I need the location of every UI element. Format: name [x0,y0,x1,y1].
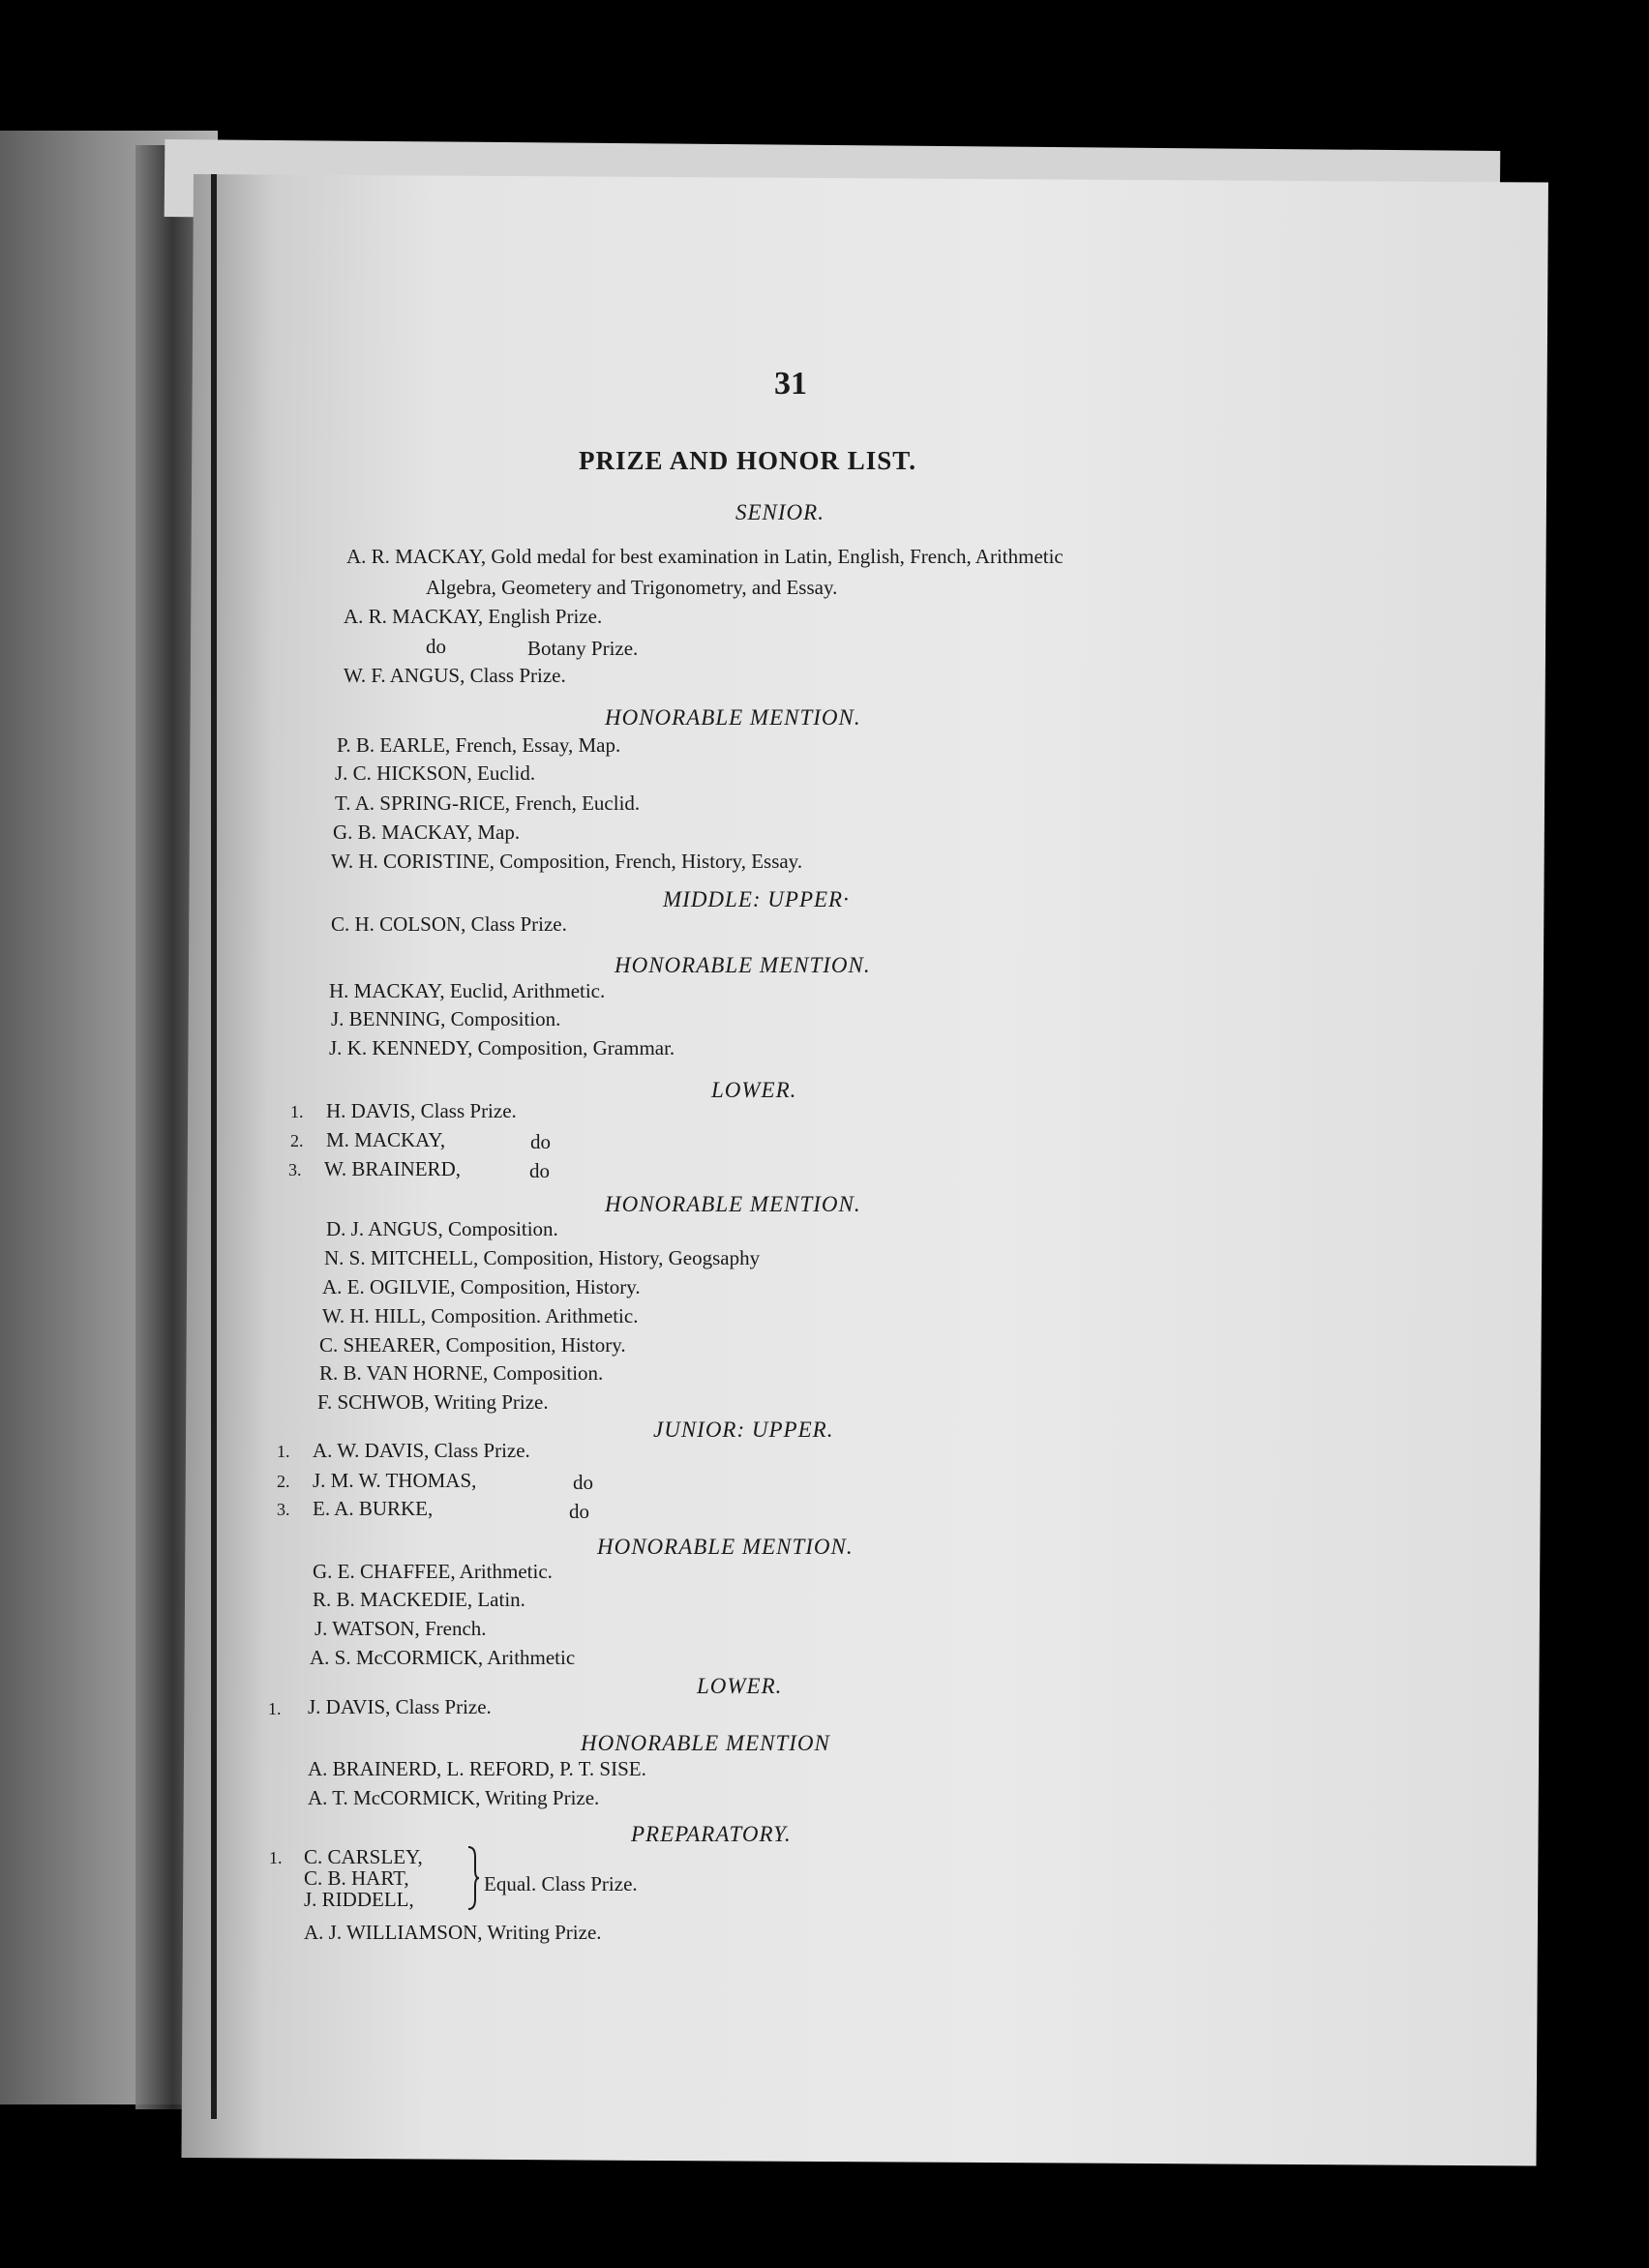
list-item: A. J. WILLIAMSON, Writing Prize. [304,1921,602,1944]
ditto-mark: do [569,1500,589,1523]
section-heading-middle-upper: MIDDLE: UPPER· [663,887,850,911]
list-item: W. H. HILL, Composition. Arithmetic. [322,1304,639,1328]
list-item: H. DAVIS, Class Prize. [326,1099,517,1122]
section-heading-junior-lower: LOWER. [697,1674,783,1698]
brace-icon [466,1845,480,1911]
list-item: Algebra, Geometery and Trigonometry, and Essay. [426,576,838,599]
honorable-mention-heading: HONORABLE MENTION. [615,953,871,977]
list-item: Botany Prize. [527,637,639,660]
rank-number: 3. [288,1160,302,1179]
rank-number: 3. [277,1500,290,1519]
honorable-mention-heading: HONORABLE MENTION [581,1731,830,1755]
list-item: J. BENNING, Composition. [331,1007,561,1030]
ditto-mark: do [529,1159,550,1182]
list-item: E. A. BURKE, [313,1497,434,1520]
rank-number: 1. [269,1848,283,1867]
honorable-mention-heading: HONORABLE MENTION. [605,705,861,730]
ditto-mark: do [573,1471,593,1494]
list-item: G. E. CHAFFEE, Arithmetic. [313,1560,553,1583]
list-item: R. B. MACKEDIE, Latin. [313,1588,525,1611]
list-item: J. WATSON, French. [315,1617,487,1640]
rank-number: 1. [277,1442,290,1461]
list-item: J. K. KENNEDY, Composition, Grammar. [329,1036,675,1059]
list-item: C. CARSLEY, [304,1845,423,1868]
rank-number: 1. [268,1699,282,1718]
list-item: M. MACKAY, [326,1128,446,1151]
honorable-mention-heading: HONORABLE MENTION. [605,1192,861,1216]
list-item: R. B. VAN HORNE, Composition. [319,1361,604,1385]
honorable-mention-heading: HONORABLE MENTION. [597,1535,854,1559]
rank-number: 2. [277,1472,290,1491]
ditto-mark: do [426,635,446,658]
list-item: A. R. MACKAY, English Prize. [344,605,603,628]
rank-number: 1. [290,1102,304,1121]
list-item: W. BRAINERD, [324,1157,461,1180]
page-number: 31 [774,366,807,402]
ditto-mark: do [530,1130,551,1153]
list-item: W. F. ANGUS, Class Prize. [344,664,566,687]
section-heading-junior-upper: JUNIOR: UPPER. [653,1418,834,1442]
list-item: N. S. MITCHELL, Composition, History, Geogsaphy [324,1246,761,1269]
list-item: A. T. McCORMICK, Writing Prize. [308,1786,600,1809]
list-item: G. B. MACKAY, Map. [333,821,521,844]
list-item: P. B. EARLE, French, Essay, Map. [337,733,621,757]
list-item: D. J. ANGUS, Composition. [326,1217,558,1240]
section-heading-preparatory: PREPARATORY. [631,1822,792,1846]
list-item: C. H. COLSON, Class Prize. [331,912,567,936]
list-item: W. H. CORISTINE, Composition, French, History, Essay. [331,850,803,873]
list-item: F. SCHWOB, Writing Prize. [317,1390,549,1414]
list-item: J. DAVIS, Class Prize. [308,1695,492,1718]
list-item: A. E. OGILVIE, Composition, History. [322,1275,641,1298]
list-item: A. BRAINERD, L. REFORD, P. T. SISE. [308,1757,646,1780]
list-item: J. RIDDELL, [304,1888,414,1911]
list-item: Equal. Class Prize. [484,1872,638,1895]
list-item: A. W. DAVIS, Class Prize. [313,1439,530,1462]
page-title: PRIZE AND HONOR LIST. [579,446,917,475]
rank-number: 2. [290,1131,304,1150]
list-item: A. R. MACKAY, Gold medal for best examination in Latin, English, French, Arithmetic [346,545,1064,568]
list-item: A. S. McCORMICK, Arithmetic [310,1646,576,1669]
list-item: H. MACKAY, Euclid, Arithmetic. [329,979,606,1002]
list-item: C. B. HART, [304,1866,409,1890]
list-item: J. C. HICKSON, Euclid. [335,761,536,785]
list-item: C. SHEARER, Composition, History. [319,1333,626,1357]
list-item: J. M. W. THOMAS, [313,1469,477,1492]
list-item: T. A. SPRING-RICE, French, Euclid. [335,791,641,815]
section-heading-senior: SENIOR. [735,500,824,524]
section-heading-middle-lower: LOWER. [711,1078,797,1102]
